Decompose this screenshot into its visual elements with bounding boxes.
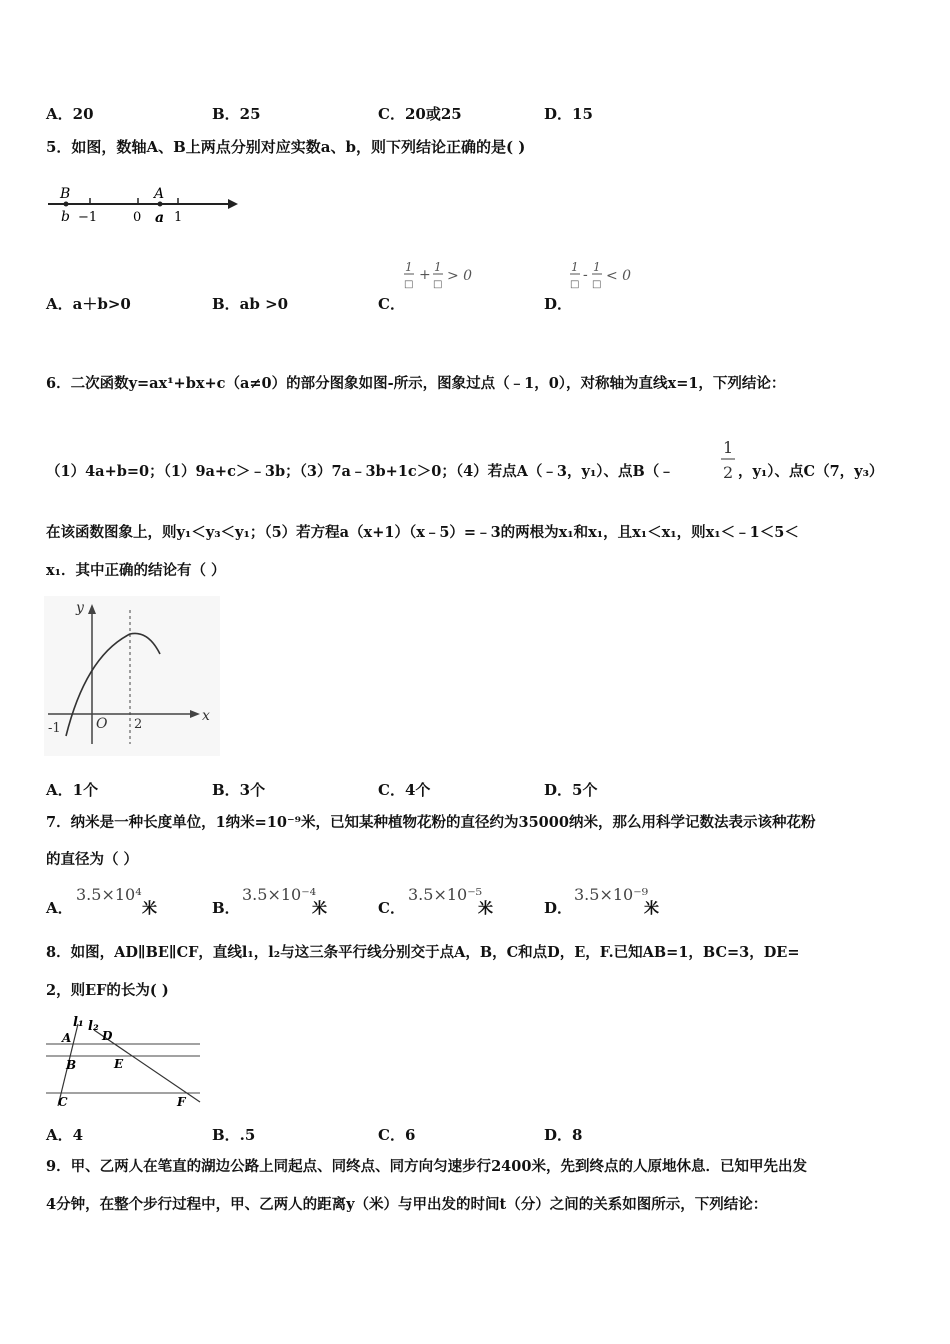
label-A: A — [62, 1031, 72, 1045]
label-minus-one: -1 — [48, 721, 61, 736]
q5-option-b: B．ab >0 — [212, 295, 289, 313]
q7-option-a-value: 3.5×10⁴ — [76, 885, 142, 904]
q7-option-d-value: 3.5×10⁻⁹ — [574, 885, 649, 904]
q8-option-a: A．4 — [46, 1126, 84, 1144]
q6-option-c: C．4个 — [378, 781, 431, 799]
q4-option-c: C．20或25 — [378, 105, 462, 123]
parallel-lines-figure — [44, 1014, 204, 1110]
option-c-expression — [402, 260, 482, 292]
label-l2: l₂ — [88, 1019, 99, 1034]
label-B: B — [66, 1058, 77, 1072]
svg-text:1: 1 — [405, 260, 413, 274]
q7-line1: 7．纳米是一种长度单位，1纳米=10⁻⁹米，已知某种植物花粉的直径约为35000纳米，那么用科学记数法表示该种花粉 — [46, 814, 816, 831]
q6-option-d: D．5个 — [544, 781, 598, 799]
q6-line2-part2: ，y₁）、点C（7，y₃） — [738, 463, 884, 480]
svg-text:□: □ — [570, 279, 580, 290]
q5-option-d: D． — [544, 295, 573, 313]
q7-option-a-label: A． — [46, 899, 73, 917]
label-F: F — [177, 1095, 186, 1109]
label-E: E — [114, 1057, 124, 1071]
q7-option-c-value: 3.5×10⁻⁵ — [408, 885, 483, 904]
q5-option-a: A．a＋b>0 — [46, 295, 131, 313]
q7-option-b-value: 3.5×10⁻⁴ — [242, 885, 317, 904]
label-minus-one: −1 — [78, 210, 98, 225]
q6-line2-part1: （1）4a+b=0；（1）9a+c＞﹣3b；（3）7a﹣3b+1c＞0；（4）若点A（﹣3，y₁）、点B（﹣ — [46, 463, 674, 480]
q4-option-a: A．20 — [46, 105, 94, 123]
q8-option-b: B．.5 — [212, 1126, 256, 1144]
q6-option-b: B．3个 — [212, 781, 266, 799]
x-label: x — [202, 708, 210, 724]
q8-line1: 8．如图，AD∥BE∥CF，直线l₁，l₂与这三条平行线分别交于点A，B，C和点D，E，F.已知AB=1，BC=3，DE= — [46, 944, 800, 961]
q5-stem: 5．如图，数轴A、B上两点分别对应实数a、b，则下列结论正确的是( ) — [46, 138, 526, 156]
origin-label: O — [96, 716, 108, 732]
label-A: A — [154, 186, 165, 202]
svg-text:1: 1 — [593, 260, 601, 274]
svg-text:□: □ — [592, 279, 602, 290]
q7-option-d-label: D． — [544, 899, 573, 917]
q7-option-b-unit: 米 — [312, 899, 328, 917]
q9-line1: 9．甲、乙两人在笔直的湖边公路上同起点、同终点、同方向匀速步行2400米，先到终点的人原地休息．已知甲先出发 — [46, 1158, 807, 1175]
q8-option-d: D．8 — [544, 1126, 583, 1144]
option-d-expression — [568, 260, 648, 292]
label-l1: l₁ — [73, 1015, 84, 1030]
q7-option-a-unit: 米 — [142, 899, 158, 917]
svg-text:+: + — [419, 267, 431, 283]
label-two: 2 — [134, 717, 143, 732]
q7-option-b-label: B． — [212, 899, 240, 917]
svg-text:-: - — [583, 267, 588, 283]
q5-option-c: C． — [378, 295, 405, 313]
svg-text:< 0: < 0 — [606, 268, 632, 284]
svg-text:1: 1 — [723, 438, 734, 457]
svg-text:> 0: > 0 — [447, 268, 473, 284]
y-label: y — [76, 600, 84, 616]
svg-text:1: 1 — [571, 260, 579, 274]
q6-option-a: A．1个 — [46, 781, 99, 799]
label-C: C — [58, 1095, 68, 1109]
label-zero: 0 — [133, 210, 142, 225]
svg-text:□: □ — [404, 279, 414, 290]
q7-option-d-unit: 米 — [644, 899, 660, 917]
q6-line4: x₁．其中正确的结论有（ ） — [46, 562, 226, 579]
q7-line2: 的直径为（ ） — [46, 851, 139, 868]
q6-fraction-half — [718, 436, 738, 484]
svg-text:2: 2 — [723, 463, 734, 482]
q6-line3: 在该函数图象上，则y₁＜y₃＜y₁；（5）若方程a（x+1）（x﹣5）=﹣3的两根为x₁和x₁，且x₁＜x₁，则x₁＜﹣1＜5＜ — [46, 524, 799, 541]
q8-line2: 2，则EF的长为( ) — [46, 982, 169, 999]
q9-line2: 4分钟，在整个步行过程中，甲、乙两人的距离y（米）与甲出发的时间t（分）之间的关系如图所示，下列结论： — [46, 1196, 768, 1213]
number-line-figure — [44, 180, 244, 230]
svg-text:1: 1 — [434, 260, 442, 274]
label-b: b — [61, 209, 70, 225]
number-line-arrow — [228, 199, 238, 209]
q6-line1: 6．二次函数y=ax¹+bx+c（a≠0）的部分图象如图-所示，图象过点（﹣1，0），对称轴为直线x=1，下列结论： — [46, 375, 786, 392]
point-a — [158, 202, 163, 207]
q7-option-c-label: C． — [378, 899, 405, 917]
point-b — [64, 202, 69, 207]
svg-text:□: □ — [433, 279, 443, 290]
label-a: a — [155, 210, 165, 226]
label-D: D — [102, 1029, 113, 1043]
label-B: B — [60, 186, 71, 202]
parabola-graph — [44, 596, 220, 756]
q4-option-d: D．15 — [544, 105, 593, 123]
q8-option-c: C．6 — [378, 1126, 416, 1144]
q4-option-b: B．25 — [212, 105, 261, 123]
label-one: 1 — [174, 210, 183, 225]
q7-option-c-unit: 米 — [478, 899, 494, 917]
